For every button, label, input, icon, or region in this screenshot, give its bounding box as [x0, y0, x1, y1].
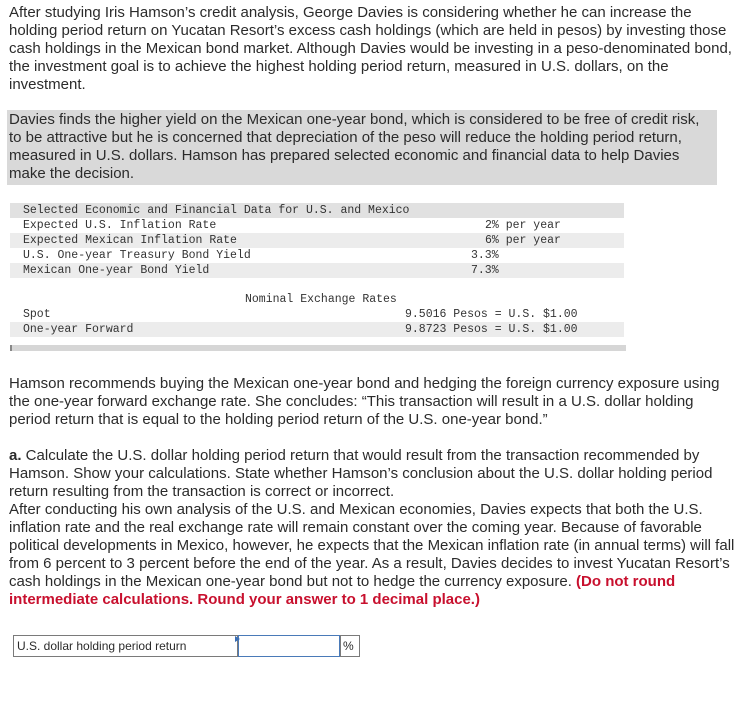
row-label: Expected Mexican Inflation Rate: [23, 234, 237, 247]
row-label: U.S. One-year Treasury Bond Yield: [23, 249, 251, 262]
row-value: 9.8723 Pesos = U.S. $1.00: [405, 323, 578, 336]
row-label: One-year Forward: [23, 323, 134, 336]
table-row: [10, 263, 624, 278]
table-row: [10, 322, 624, 337]
holding-period-return-input[interactable]: [238, 635, 340, 657]
recommendation-paragraph: Hamson recommends buying the Mexican one-year bond and hedging the foreign currency exposure using the one-year forward exchange rate. She concludes: “This transaction will result in a U.S. dollar holding period return that is equal to the holding period return of the U.S. one-year bond.”: [9, 375, 720, 428]
table-header-row: [10, 203, 624, 218]
followup-text: After conducting his own analysis of the U.S. and Mexican economies, Davies expects that both the U.S. inflation rate and the real exchange rate will remain constant over the coming year. Because of favorable political developments in Mexico, however, he expects that the Mexican inflation rate (in annual terms) will fall from 6 percent to 3 percent before the end of the year. As a result, Davies decides to invest Yucatan Resort’s cash holdings in the Mexican one-year bond but not to hedge the currency exposure.: [9, 501, 735, 590]
question-text: Calculate the U.S. dollar holding period return that would result from the transaction recommended by Hamson. Show your calculations. State whether Hamson’s conclusion about the U.S. dollar holding period return resulting from the transaction is correct or incorrect.: [9, 447, 713, 500]
economic-data-table: [10, 203, 624, 278]
question-paragraph: [9, 447, 735, 609]
intro-paragraph: After studying Iris Hamson’s credit analysis, George Davies is considering whether he can increase the holding period return on Yucatan Resort’s excess cash holdings (which are held in pesos) by investing those cash holdings in the Mexican bond market. Although Davies would be investing in a peso-denominated bond, the investment goal is to achieve the highest holding period return, measured in U.S. dollars, on the investment.: [9, 4, 732, 93]
table-divider: [10, 345, 626, 351]
percent-unit: %: [340, 635, 360, 657]
question-label: a.: [9, 447, 22, 464]
row-value: 3.3%: [471, 249, 499, 262]
answer-label: U.S. dollar holding period return: [13, 635, 238, 657]
answer-row: [13, 635, 360, 657]
table-row: [10, 233, 624, 248]
instruction-text: (Do not round intermediate calculations. Round your answer to 1 decimal place.): [9, 573, 676, 608]
exchange-rate-table: [10, 292, 624, 337]
row-label: Expected U.S. Inflation Rate: [23, 219, 217, 232]
table-header-row: [10, 292, 624, 307]
table-row: [10, 307, 624, 322]
row-label: Mexican One-year Bond Yield: [23, 264, 210, 277]
row-label: Spot: [23, 308, 51, 321]
table-title: Nominal Exchange Rates: [245, 293, 397, 306]
input-marker-icon: [235, 636, 240, 642]
row-value: 7.3%: [471, 264, 499, 277]
row-value: 6% per year: [485, 234, 561, 247]
table-title: Selected Economic and Financial Data for U.S. and Mexico: [23, 204, 410, 217]
row-value: 9.5016 Pesos = U.S. $1.00: [405, 308, 578, 321]
highlighted-paragraph: Davies finds the higher yield on the Mexican one-year bond, which is considered to be free of credit risk, to be attractive but he is concerned that depreciation of the peso will reduce the holding period return, measured in U.S. dollars. Hamson has prepared selected economic and financial data to help Davies make the decision.: [7, 110, 717, 185]
row-value: 2% per year: [485, 219, 561, 232]
table-row: [10, 218, 624, 233]
table-row: [10, 248, 624, 263]
